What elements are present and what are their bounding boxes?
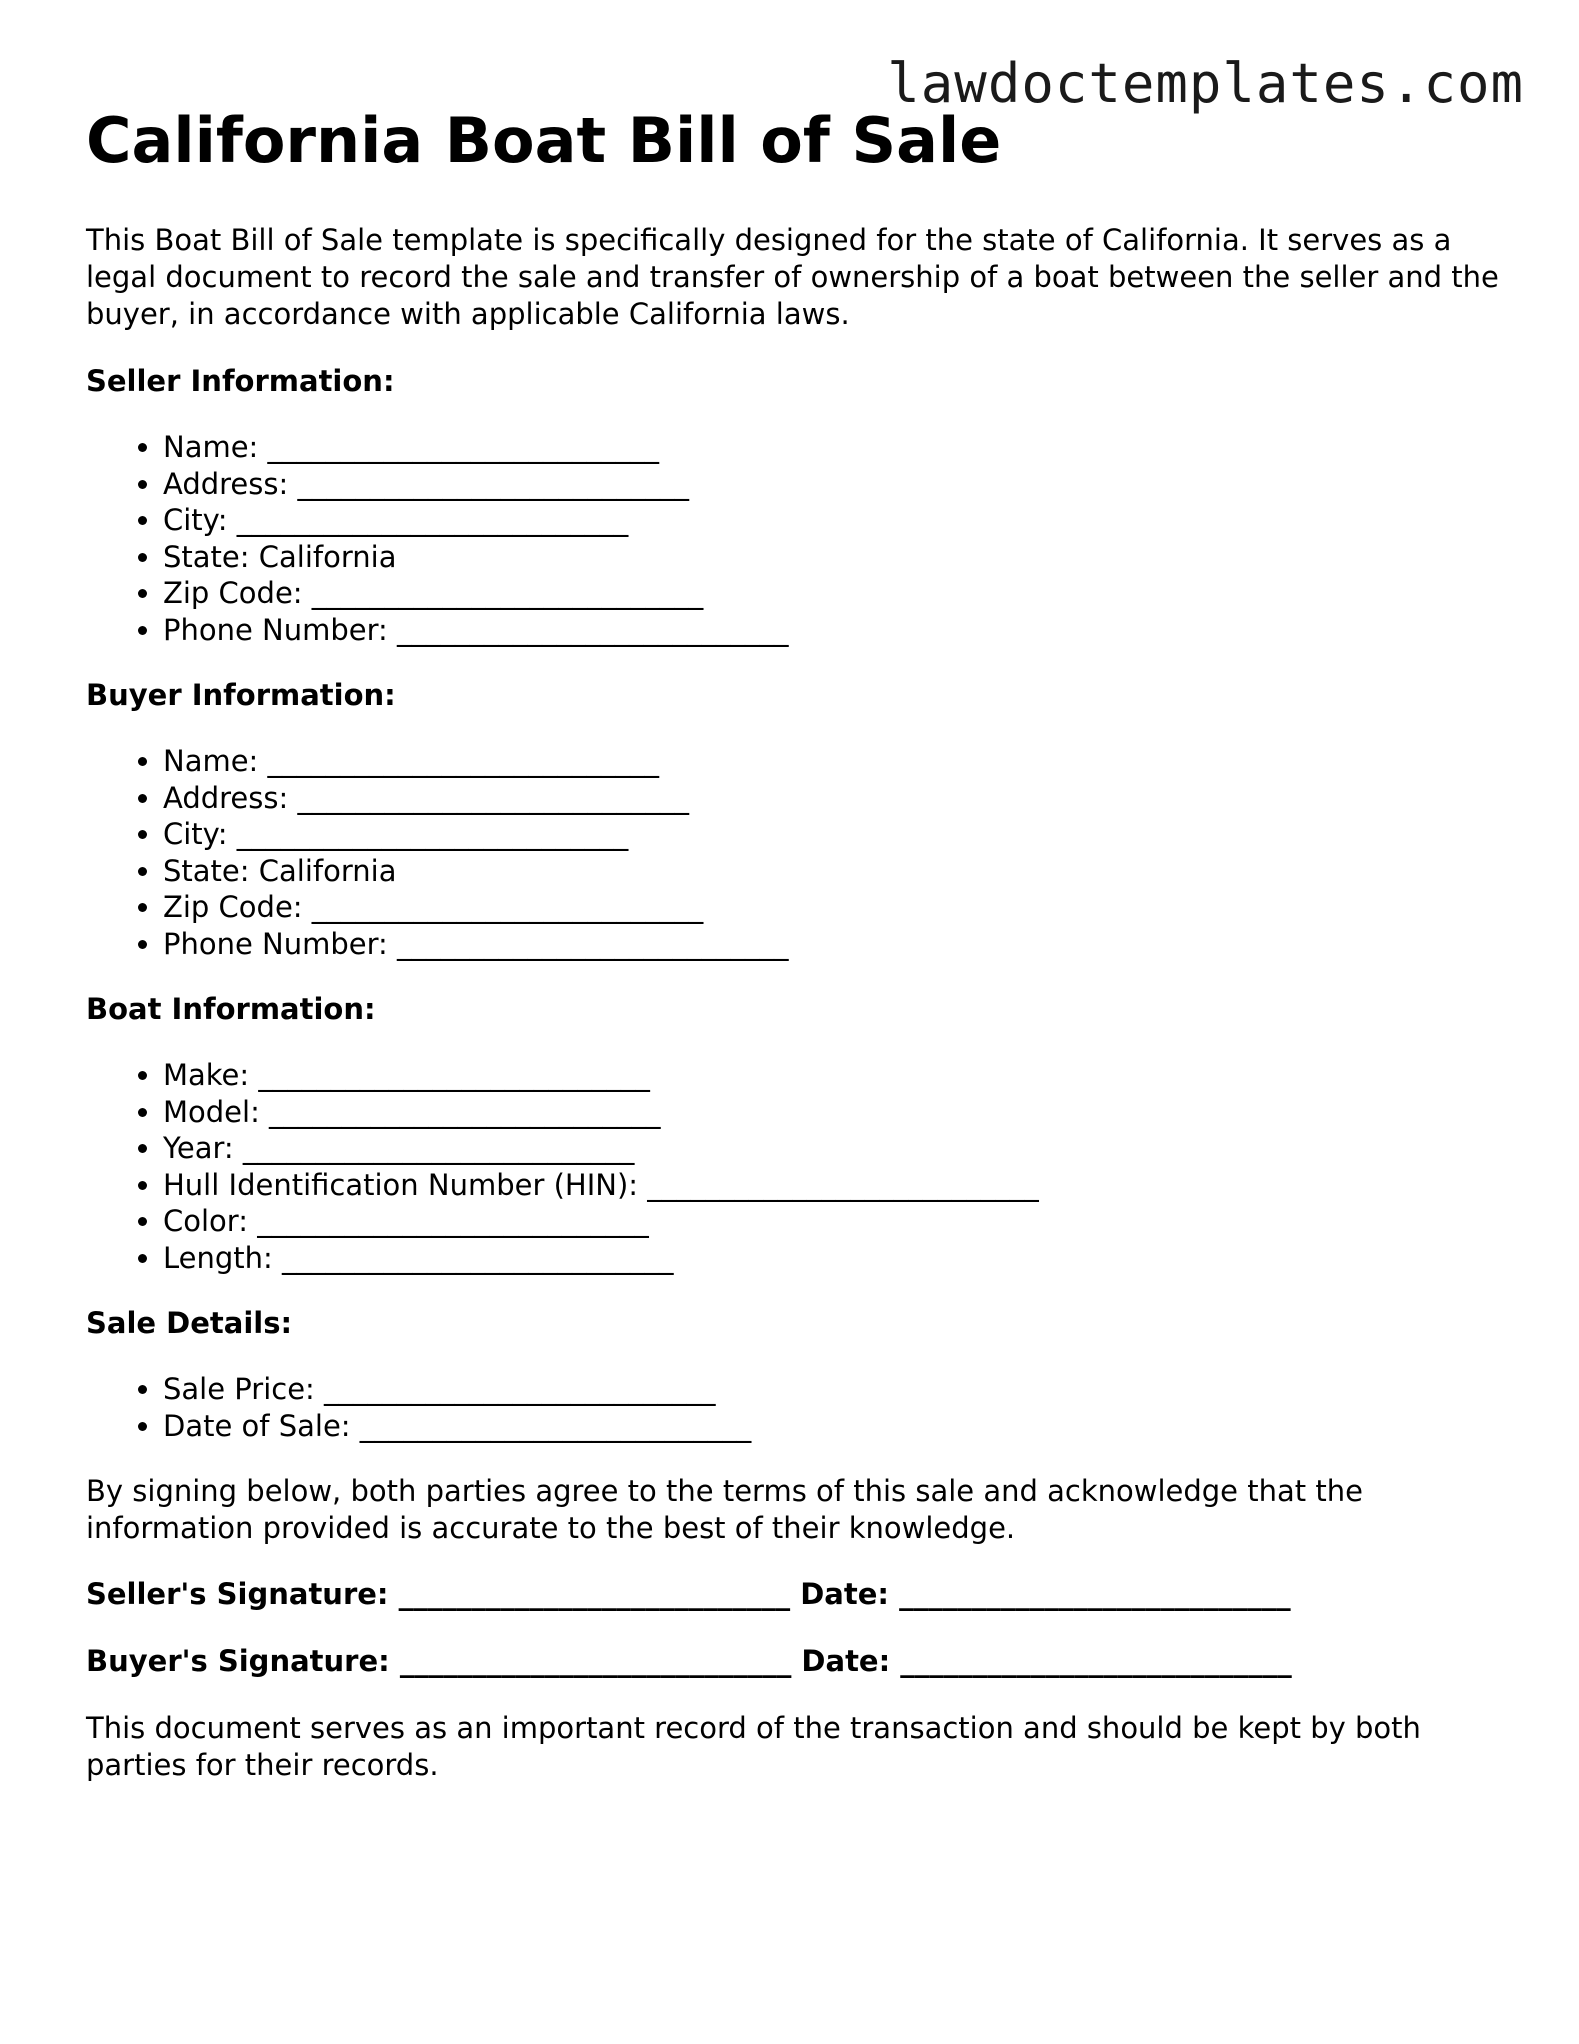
buyer-state-field: • State: California	[163, 853, 1506, 890]
watermark: lawdoctemplates.com	[887, 52, 1524, 115]
sale-fields-list	[86, 1371, 1506, 1444]
buyer-signature-line: Buyer's Signature: ___________________________ Date: ___________________________	[86, 1644, 1292, 1679]
acknowledgement-paragraph: By signing below, both parties agree to the terms of this sale and acknowledge that the information provided is accurate to the best of their knowledge.	[86, 1474, 1363, 1546]
closing-paragraph: This document serves as an important record of the transaction and should be kept by both parties for their records.	[86, 1711, 1421, 1783]
document-body	[86, 104, 1506, 1784]
buyer-section-heading: Buyer Information:	[86, 678, 396, 713]
boat-color-field: • Color: ___________________________	[163, 1203, 1506, 1240]
seller-phone-field: • Phone Number: ___________________________	[163, 612, 1506, 649]
boat-make-field: • Make: ___________________________	[163, 1057, 1506, 1094]
boat-model-field: • Model: ___________________________	[163, 1094, 1506, 1131]
boat-section-heading: Boat Information:	[86, 992, 376, 1027]
document-title: California Boat Bill of Sale	[86, 104, 1002, 177]
buyer-name-field: • Name: ___________________________	[163, 743, 1506, 780]
seller-state-field: • State: California	[163, 539, 1506, 576]
buyer-phone-field: • Phone Number: ___________________________	[163, 926, 1506, 963]
sale-date-field: • Date of Sale: ___________________________	[163, 1408, 1506, 1445]
boat-hin-field: • Hull Identification Number (HIN): ___________________________	[163, 1167, 1506, 1204]
seller-city-field: • City: ___________________________	[163, 502, 1506, 539]
boat-length-field: • Length: ___________________________	[163, 1240, 1506, 1277]
buyer-address-field: • Address: ___________________________	[163, 780, 1506, 817]
sale-price-field: • Sale Price: ___________________________	[163, 1371, 1506, 1408]
boat-fields-list	[86, 1057, 1506, 1276]
seller-signature-line: Seller's Signature: ___________________________ Date: ___________________________	[86, 1577, 1291, 1612]
intro-paragraph: This Boat Bill of Sale template is specifically designed for the state of California. It serves as a legal document to record the sale and transfer of ownership of a boat between the seller and the buyer, in accordance with applicable California laws.	[86, 223, 1499, 332]
seller-name-field: • Name: ___________________________	[163, 429, 1506, 466]
seller-zip-field: • Zip Code: ___________________________	[163, 575, 1506, 612]
buyer-city-field: • City: ___________________________	[163, 816, 1506, 853]
seller-fields-list	[86, 429, 1506, 648]
seller-section-heading: Seller Information:	[86, 364, 395, 399]
boat-year-field: • Year: ___________________________	[163, 1130, 1506, 1167]
buyer-fields-list	[86, 743, 1506, 962]
sale-section-heading: Sale Details:	[86, 1306, 293, 1341]
seller-address-field: • Address: ___________________________	[163, 466, 1506, 503]
buyer-zip-field: • Zip Code: ___________________________	[163, 889, 1506, 926]
